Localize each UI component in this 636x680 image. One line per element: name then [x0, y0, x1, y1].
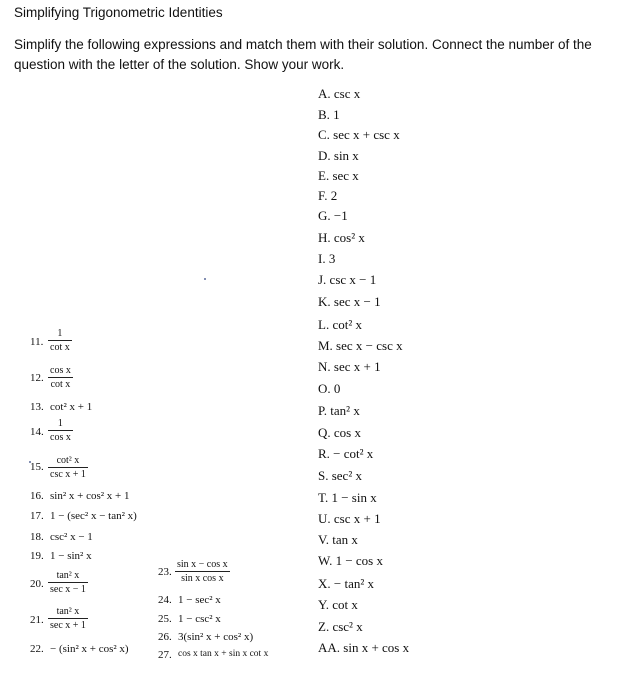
problem-expression: 1 − csc² x	[178, 613, 221, 625]
page-title: Simplifying Trigonometric Identities	[14, 5, 223, 20]
problem-expression: 3(sin² x + cos² x)	[178, 631, 254, 643]
problem-number: 21.	[30, 614, 44, 626]
fraction-numerator: cos x	[50, 365, 71, 376]
answer-item: K. sec x − 1	[318, 294, 381, 309]
answer-item: L. cot² x	[318, 317, 362, 332]
problem-fraction	[48, 327, 72, 354]
problem-number: 17.	[30, 510, 44, 522]
problem-number: 11.	[30, 336, 44, 348]
instructions: Simplify the following expressions and match them with their solution. Connect the number of the question with the letter of the solution. Show your work.	[14, 37, 592, 72]
fraction-denominator: sec x + 1	[50, 620, 86, 631]
answer-item: G. −1	[318, 208, 348, 223]
fraction-denominator: csc x + 1	[50, 469, 86, 480]
problem-fraction	[48, 605, 88, 632]
fraction-numerator: tan² x	[48, 605, 88, 619]
problem-number: 16.	[30, 490, 44, 502]
answer-item: P. tan² x	[318, 403, 360, 418]
fraction-denominator: sec x − 1	[50, 584, 86, 595]
answer-item: B. 1	[318, 107, 340, 122]
fraction-numerator: tan² x	[48, 569, 88, 583]
fraction-denominator: sin x cos x	[181, 573, 224, 584]
problem-expression: cot² x + 1	[50, 401, 93, 413]
problem-expression: − (sin² x + cos² x)	[50, 643, 129, 655]
problem-number: 13.	[30, 401, 44, 413]
problem-fraction	[175, 558, 230, 585]
problem-fraction	[48, 417, 73, 444]
problem-expression: cos x tan x + sin x cot x	[178, 649, 269, 659]
answer-item: Y. cot x	[318, 597, 358, 612]
answer-item: C. sec x + csc x	[318, 127, 400, 142]
fraction-numerator: 1	[48, 417, 73, 431]
answer-item: Z. csc² x	[318, 619, 363, 634]
answer-item: O. 0	[318, 381, 341, 396]
problem-number: 27.	[158, 649, 172, 661]
fraction-denominator: cot x	[50, 379, 71, 390]
problem-number: 24.	[158, 594, 172, 606]
answer-item: E. sec x	[318, 168, 359, 183]
fraction-denominator: cot x	[50, 342, 70, 353]
answer-item: X. − tan² x	[318, 576, 374, 591]
answer-item: AA. sin x + cos x	[318, 640, 410, 655]
answer-item: V. tan x	[318, 532, 358, 547]
problem-number: 18.	[30, 531, 44, 543]
fraction-numerator: sin x − cos x	[177, 559, 228, 570]
fraction-numerator: 1	[48, 327, 72, 341]
problem-number: 19.	[30, 550, 44, 562]
answer-item: U. csc x + 1	[318, 511, 381, 526]
problem-number: 25.	[158, 613, 172, 625]
answer-item: I. 3	[318, 251, 336, 266]
problem-number: 20.	[30, 578, 44, 590]
problem-number: 22.	[30, 643, 44, 655]
answer-item: T. 1 − sin x	[318, 490, 377, 505]
answer-item: R. − cot² x	[318, 446, 374, 461]
answer-item: M. sec x − csc x	[318, 338, 403, 353]
problem-expression: 1 − sec² x	[178, 594, 221, 606]
answer-item: J. csc x − 1	[318, 272, 377, 287]
problem-number: 12.	[30, 372, 44, 384]
answer-item: Q. cos x	[318, 425, 361, 440]
problem-expression: sin² x + cos² x + 1	[50, 490, 130, 502]
answer-item: S. sec² x	[318, 468, 362, 483]
answer-item: A. csc x	[318, 86, 361, 101]
fraction-numerator: cot² x	[48, 454, 88, 468]
problem-fraction	[48, 569, 88, 596]
answer-item: F. 2	[318, 188, 338, 203]
answer-item: D. sin x	[318, 148, 359, 163]
problem-expression: csc² x − 1	[50, 531, 93, 543]
problem-expression: 1 − (sec² x − tan² x)	[50, 510, 137, 522]
problem-number: 23.	[158, 566, 172, 578]
stray-dot	[204, 278, 206, 280]
problem-number: 14.	[30, 426, 44, 438]
problem-fraction	[48, 364, 73, 391]
problem-expression: 1 − sin² x	[50, 550, 92, 562]
answer-item: H. cos² x	[318, 230, 365, 245]
answer-item: W. 1 − cos x	[318, 553, 383, 568]
problem-number: 26.	[158, 631, 172, 643]
problem-fraction	[48, 454, 88, 481]
answer-item: N. sec x + 1	[318, 359, 381, 374]
fraction-denominator: cos x	[50, 432, 71, 443]
problem-number: 15.	[30, 461, 44, 473]
